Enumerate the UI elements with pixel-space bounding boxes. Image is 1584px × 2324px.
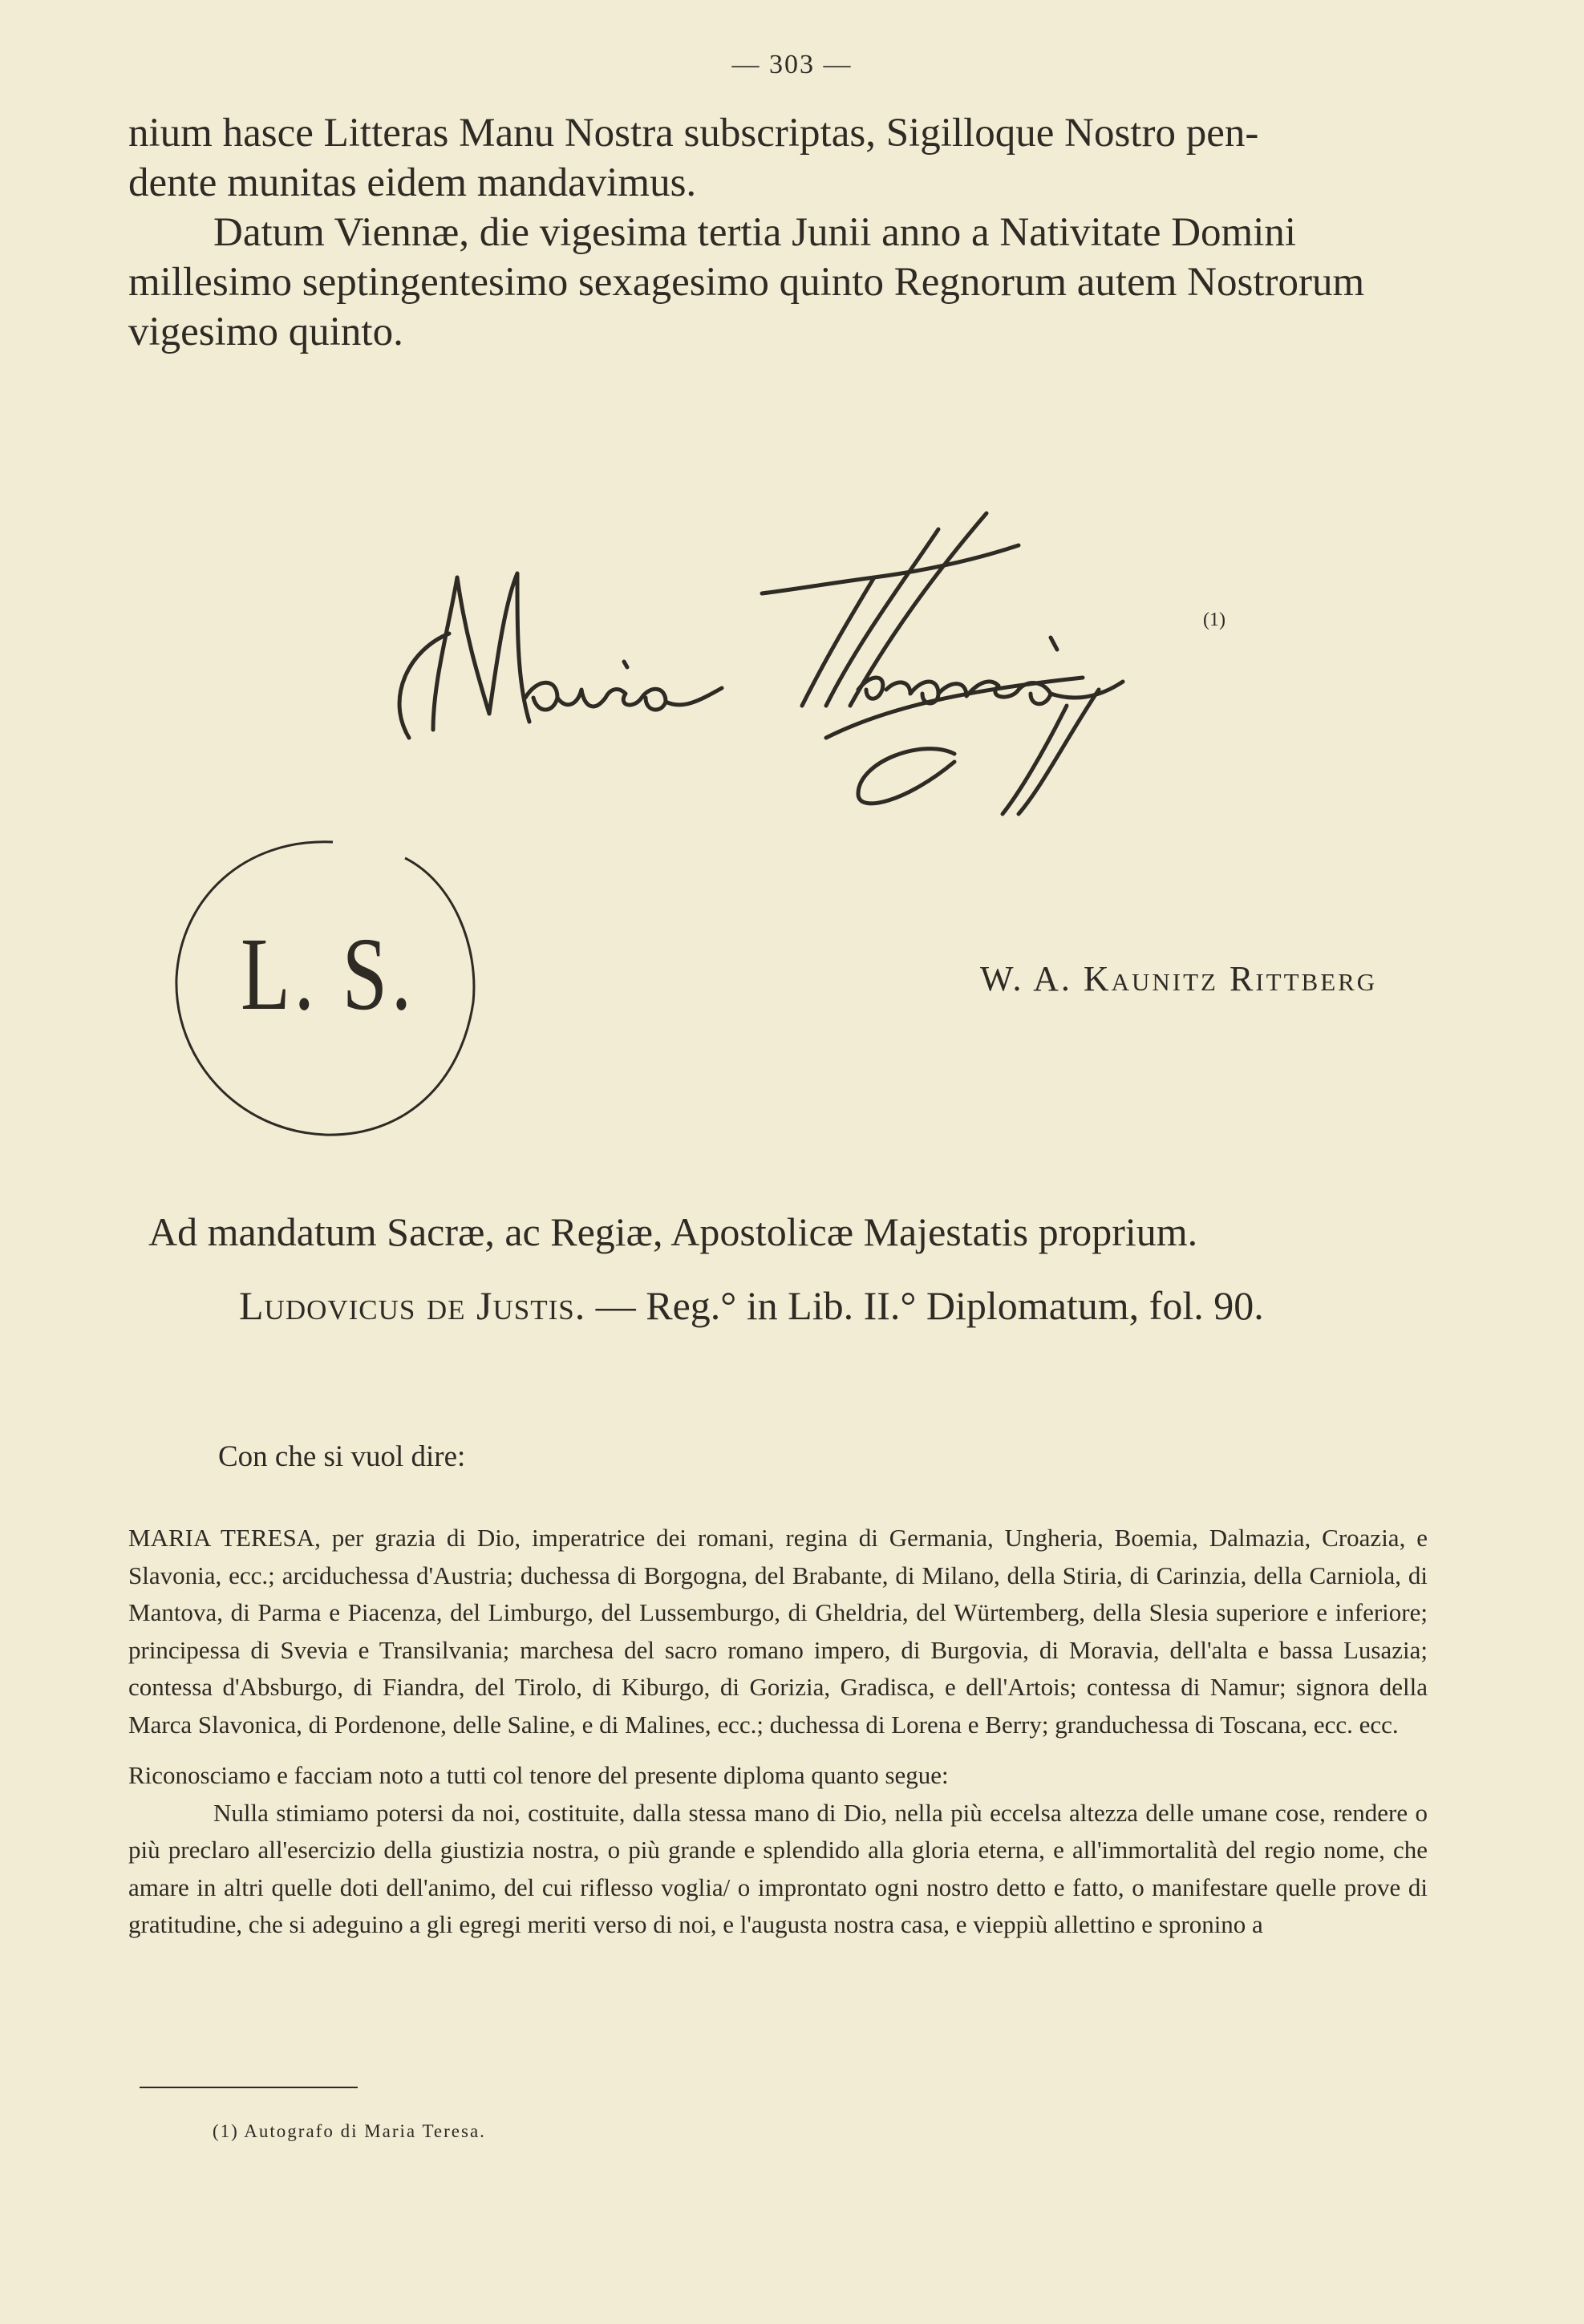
translation-intro: Con che si vuol dire:	[218, 1440, 466, 1473]
mandate-line: Ad mandatum Sacræ, ac Regiæ, Apostolicæ Majestatis proprium.	[148, 1209, 1198, 1254]
countersignature: W. A. Kaunitz Rittberg	[980, 959, 1378, 998]
signature-maria-theresia	[377, 497, 1275, 818]
latin-line-2: dente munitas eidem mandavimus.	[128, 160, 697, 205]
italian-paragraph-titles: MARIA TERESA, per grazia di Dio, imperatrice dei romani, regina di Germania, Ungheria, Boemia, Dalmazia, Croazia, e Slavonia, ecc.; arciduchessa d'Austria; duchessa di Borgogna, del Brabante, di Milano, della Stiria, di Carinzia, della Carniola, di Mantova, di Parma e Piacenza, del Limburgo, del Lussemburgo, di Gheldria, del Würtemberg, della Slesia superiore e inferiore; principessa di Svevia e Transilvania; marchesa del sacro romano impero, di Burgovia, di Moravia, dell'alta e bassa Lusazia; contessa d'Absburgo, di Fiandra, del Tirolo, di Kiburgo, di Gorizia, Gradisca, e dell'Artois; contessa di Namur; signora della Marca Slavonica, di Pordenone, delle Saline, e di Malines, ecc.; duchessa di Lorena e Berry; granduchessa di Toscana, ecc. ecc.	[128, 1524, 1428, 1739]
seal-letters: L. S.	[241, 917, 415, 1032]
footnote: (1) Autografo di Maria Teresa.	[213, 2121, 486, 2141]
italian-paragraph-declaration: Riconosciamo e facciam noto a tutti col tenore del presente diploma quanto segue:	[128, 1761, 949, 1789]
registry-reference: — Reg.° in Lib. II.° Diplomatum, fol. 90.	[585, 1283, 1264, 1328]
registry-name: Ludovicus de Justis.	[239, 1283, 586, 1328]
latin-text	[128, 108, 1428, 357]
signature-footnote-marker: (1)	[1203, 609, 1225, 630]
latin-line-1: nium hasce Litteras Manu Nostra subscriptas, Sigilloque Nostro pen-	[128, 111, 1259, 156]
footnote-divider	[140, 2087, 358, 2088]
latin-dating-paragraph: Datum Viennæ, die vigesima tertia Junii anno a Nativitate Domini millesimo septingentesimo sexagesimo quinto Regnorum autem Nostrorum vigesimo quinto.	[128, 210, 1365, 354]
page-number: — 303 —	[731, 50, 853, 79]
italian-paragraph-body: Nulla stimiamo potersi da noi, costituite, dalla stessa mano di Dio, nella più eccelsa altezza delle umane cose, rendere o più preclaro all'esercizio della giustizia nostra, o più grande e splendido alla gloria eterna, e all'immortalità del regio nome, che amare in altri quelle doti dell'animo, del cui riflesso voglia/ o improntato ogni nostro detto e fatto, o manifestare quelle prove di gratitudine, che si adeguino a gli egregi meriti verso di noi, e l'augusta nostra casa, e vieppiù allettino e spronino a	[128, 1798, 1428, 1938]
registry-line	[239, 1281, 1442, 1330]
italian-translation	[128, 1520, 1428, 1944]
